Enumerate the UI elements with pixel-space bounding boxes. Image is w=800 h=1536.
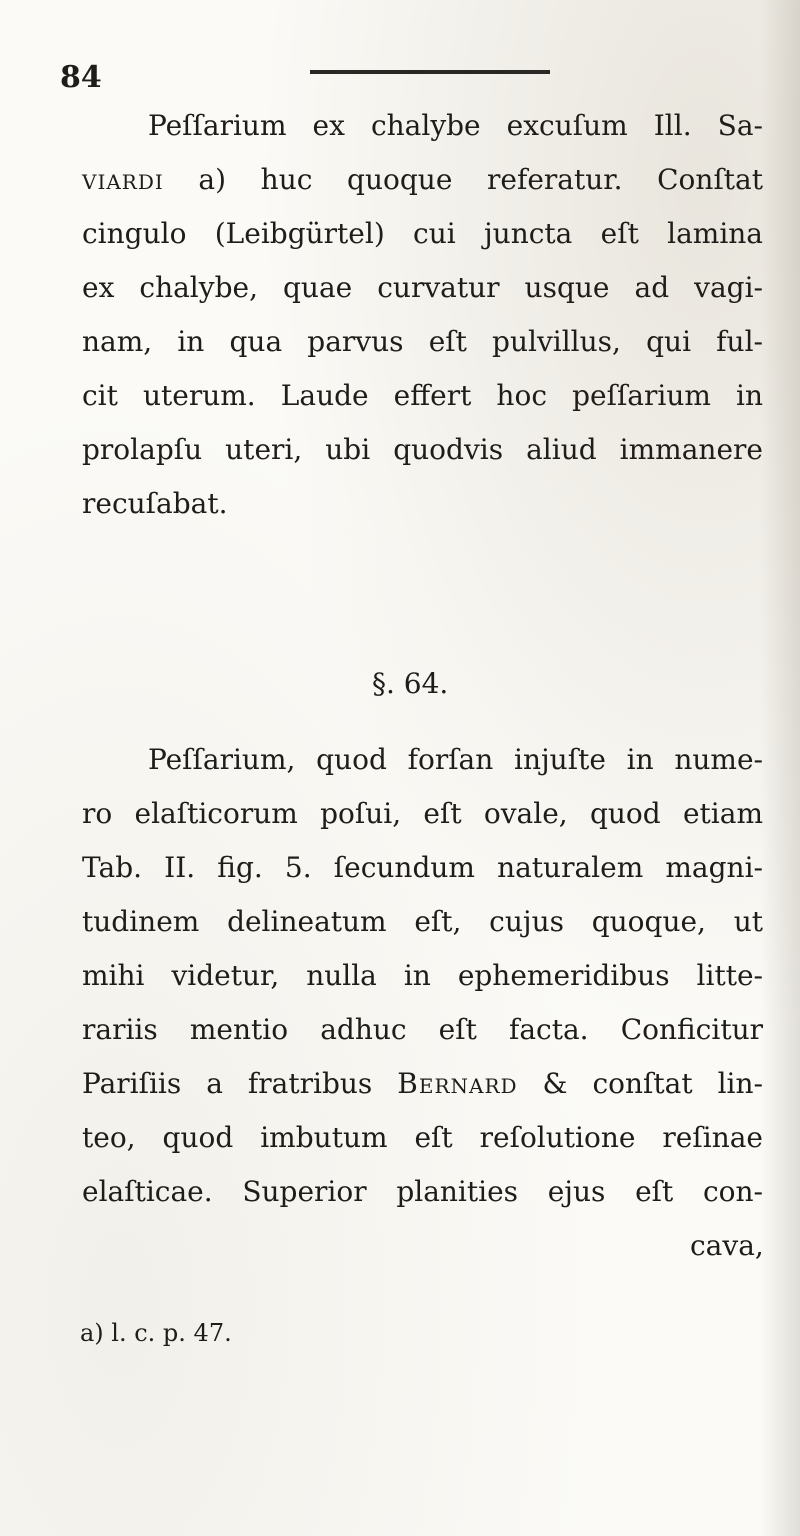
footnote: a) l. c. p. 47. <box>80 1319 232 1347</box>
text-line: Peſſarium ex chalybe excuſum Ill. Sa- <box>148 109 763 142</box>
text-line: mihi videtur, nulla in ephemeridibus litte- <box>82 959 763 992</box>
section-heading: §. 64. <box>372 667 449 700</box>
text-line: nam, in qua parvus eſt pulvillus, qui ful- <box>82 325 763 358</box>
text-line: prolapſu uteri, ubi quodvis aliud immanere <box>82 433 763 466</box>
header-rule <box>310 70 550 74</box>
text-line <box>82 1064 763 1104</box>
text-segment: & conſtat lin- <box>517 1067 763 1100</box>
text-line: cit uterum. Laude effert hoc peſſarium in <box>82 379 763 412</box>
text-line: recuſabat. <box>82 487 228 520</box>
text-line: ro elaſticorum poſui, eſt ovale, quod etiam <box>82 797 763 830</box>
text-line: elaſticae. Superior planities ejus eſt con- <box>82 1175 763 1208</box>
catchword: cava, <box>690 1229 764 1262</box>
author-name-small-caps: Bernard <box>397 1067 518 1100</box>
text-line: cingulo (Leibgürtel) cui juncta eſt lamina <box>82 217 763 250</box>
text-line: teo, quod imbutum eſt reſolutione reſinae <box>82 1121 763 1154</box>
page-number: 84 <box>60 60 102 95</box>
author-name-small-caps: viardi <box>82 163 164 196</box>
text-line <box>82 160 763 200</box>
text-segment: a) huc quoque referatur. Conſtat <box>163 163 763 196</box>
text-line: rariis mentio adhuc eſt facta. Conficitur <box>82 1013 763 1046</box>
text-segment: Pariſiis a fratribus <box>82 1067 398 1100</box>
text-line: ex chalybe, quae curvatur usque ad vagi- <box>82 271 763 304</box>
text-line: Peſſarium, quod forſan injuſte in nume- <box>148 743 763 776</box>
text-line: Tab. II. fig. 5. ſecundum naturalem magni- <box>82 851 763 884</box>
text-line: tudinem delineatum eſt, cujus quoque, ut <box>82 905 763 938</box>
